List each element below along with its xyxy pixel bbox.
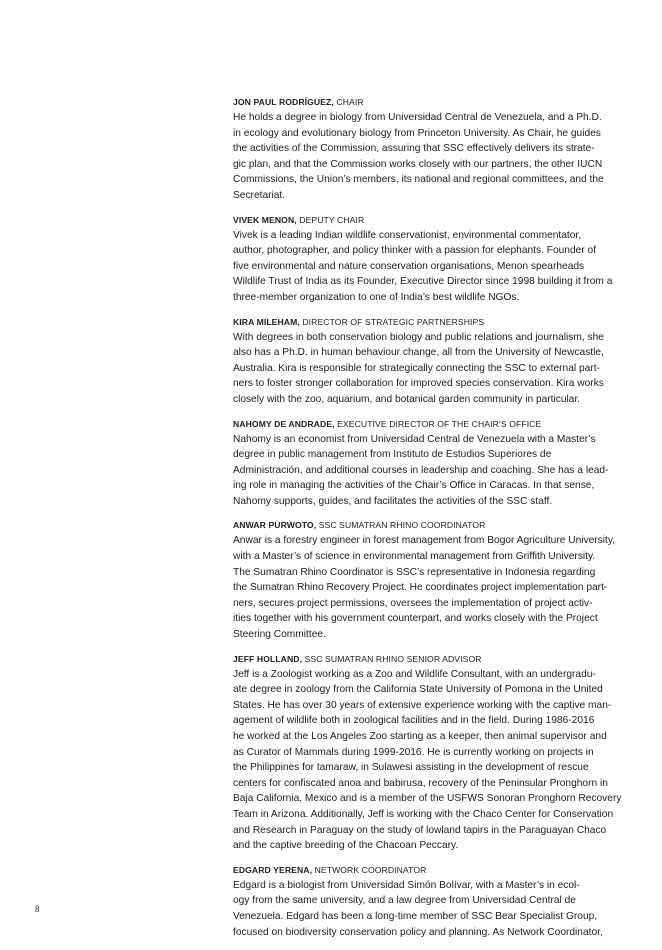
- entry-heading: [233, 96, 617, 108]
- person-name: KIRA MILEHAM,: [233, 316, 300, 327]
- person-role: NETWORK COORDINATOR: [314, 864, 427, 875]
- person-role: EXECUTIVE DIRECTOR OF THE CHAIR’S OFFICE: [337, 418, 542, 429]
- entry-heading: [233, 864, 617, 876]
- bio-line: Team in Arizona. Additionally, Jeff is working with the Chaco Center for Conservation: [233, 808, 614, 820]
- bio-line: gic plan, and that the Commission works closely with our partners, the other IUCN: [233, 158, 603, 170]
- staff-entry: [233, 96, 617, 204]
- bio-line: ate degree in zoology from the California State University of Pomona in the United: [233, 684, 603, 696]
- bio-line: Administración, and additional courses in leadership and coaching. She has a lead-: [233, 464, 609, 476]
- person-name: JEFF HOLLAND,: [233, 653, 303, 664]
- bio-line: Secretariat.: [233, 189, 286, 201]
- bio-line: focused on biodiversity conservation policy and planning. As Network Coordinator,: [233, 926, 603, 938]
- bio-line: Edgard is a biologist from Universidad Simón Bolívar, with a Master’s in ecol-: [233, 879, 580, 891]
- bio-line: States. He has over 30 years of extensive experience working with the captive man-: [233, 699, 612, 711]
- staff-entry: [233, 653, 622, 854]
- staff-entry: [233, 418, 617, 510]
- person-name: JON PAUL RODRÍGUEZ,: [233, 97, 334, 107]
- bio-line: Steering Committee.: [233, 629, 326, 641]
- bio-line: Anwar is a forestry engineer in forest management from Bogor Agriculture University,: [233, 535, 616, 547]
- bio-line: ing role in managing the activities of the Chair’s Office in Caracas. In that sense,: [233, 480, 595, 492]
- bio-line: Nahomy supports, guides, and facilitates the activities of the SSC staff.: [233, 495, 553, 507]
- person-name: EDGARD YERENA,: [233, 864, 313, 875]
- bio-line: author, photographer, and policy thinker with a passion for elephants. Founder of: [233, 245, 597, 257]
- bio-line: also has a Ph.D. in human behaviour change, all from the University of Newcastle,: [233, 347, 604, 359]
- bio-line: ogy from the same university, and a law degree from Universidad Central de: [233, 895, 576, 907]
- bio-line: he worked at the Los Angeles Zoo starting as a keeper, then animal supervisor and: [233, 731, 607, 742]
- staff-entry: [233, 214, 617, 306]
- bio-line: Australia. Kira is responsible for strategically connecting the SSC to external part-: [233, 362, 600, 374]
- bio-line: With degrees in both conservation biology and public relations and journalism, she: [233, 331, 604, 343]
- person-name: ANWAR PURWOTO,: [233, 520, 317, 531]
- person-name: NAHOMY DE ANDRADE,: [233, 418, 335, 429]
- bio-line: Vivek is a leading Indian wildlife conservationist, environmental commentator,: [233, 229, 582, 241]
- person-role: CHAIR: [336, 97, 364, 107]
- bio-line: five environmental and nature conservation organisations, Menon spearheads: [233, 260, 585, 272]
- bio-line: the Sumatran Rhino Recovery Project. He coordinates project implementation part-: [233, 582, 608, 594]
- bio-line: as Curator of Mammals during 1999-2016. He is currently working on projects in: [233, 746, 594, 758]
- bio-line: and the captive breeding of the Chacoan Peccary.: [233, 840, 459, 852]
- person-role: SSC SUMATRAN RHINO SENIOR ADVISOR: [304, 653, 482, 664]
- bio-line: ners, secures project permissions, oversees the implementation of project activ-: [233, 597, 593, 609]
- staff-entry: [233, 864, 617, 940]
- bio-line: Commissions, the Union’s members, its national and regional committees, and the: [233, 174, 604, 186]
- bio-line: Venezuela. Edgard has been a long-time member of SSC Bear Specialist Group,: [233, 910, 598, 922]
- bio-line: degree in public management from Instituto de Estudios Superiores de: [233, 449, 552, 461]
- entry-heading: [233, 519, 617, 531]
- bio-line: the Philippines for tamaraw, in Sulawesi assisting in the development of rescue: [233, 762, 589, 774]
- bio-line: with a Master’s of science in environmental management from Griffith University.: [233, 551, 596, 563]
- person-name: VIVEK MENON,: [233, 214, 297, 225]
- entry-heading: [233, 418, 617, 430]
- bio-line: Wildlife Trust of India as its Founder, Executive Director since 1998 building it from a: [233, 276, 613, 288]
- entry-heading: [233, 316, 617, 328]
- person-role: DIRECTOR OF STRATEGIC PARTNERSHIPS: [302, 316, 485, 327]
- page-number: 8: [35, 904, 40, 914]
- staff-entry: [233, 519, 617, 642]
- entry-heading: [233, 214, 617, 226]
- person-role: SSC SUMATRAN RHINO COORDINATOR: [318, 520, 486, 531]
- bio-line: agement of wildlife both in zoological facilities and in the field. During 1986-2016: [233, 715, 595, 727]
- staff-entry: [233, 316, 617, 408]
- bio-line: The Sumatran Rhino Coordinator is SSC’s representative in Indonesia regarding: [233, 566, 596, 578]
- bio-line: and Research in Paraguay on the study of lowland tapirs in the Paraguayan Chaco: [233, 824, 607, 836]
- bio-line: He holds a degree in biology from Universidad Central de Venezuela, and a Ph.D.: [233, 112, 602, 123]
- staff-list: [233, 96, 622, 950]
- bio-line: the activities of the Commission, assuring that SSC effectively delivers its strate-: [233, 143, 595, 155]
- bio-line: in ecology and evolutionary biology from Princeton University. As Chair, he guides: [233, 127, 601, 139]
- bio-line: ners to foster stronger collaboration for improved species conservation. Kira works: [233, 378, 604, 390]
- bio-line: Baja California, Mexico and is a member of the USFWS Sonoran Pronghorn Recovery: [233, 793, 622, 805]
- bio-line: closely with the zoo, aquarium, and botanical garden community in particular.: [233, 393, 581, 405]
- entry-heading: [233, 653, 617, 665]
- bio-line: Jeff is a Zoologist working as a Zoo and Wildlife Consultant, with an undergradu-: [233, 668, 596, 680]
- bio-line: Nahomy is an economist from Universidad Central de Venezuela with a Master’s: [233, 433, 596, 445]
- bio-line: ities together with his government counterpart, and works closely with the Project: [233, 613, 598, 625]
- bio-line: centers for confiscated anoa and babirusa, recovery of the Peninsular Pronghorn in: [233, 777, 608, 789]
- bio-line: three-member organization to one of India’s best wildlife NGOs.: [233, 291, 520, 303]
- person-role: DEPUTY CHAIR: [299, 214, 365, 225]
